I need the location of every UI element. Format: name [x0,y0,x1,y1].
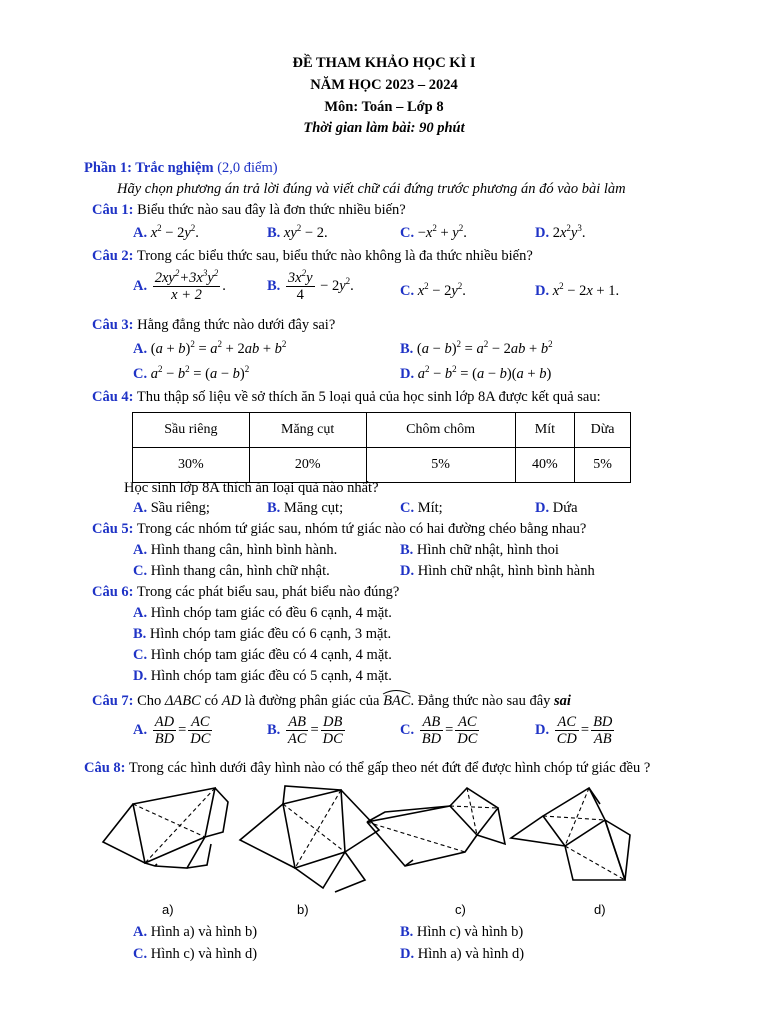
question-1 [92,202,406,219]
exam-title: ĐỀ THAM KHẢO HỌC KÌ I [292,55,476,71]
q1-option-b: B. $xy^2 - 2$. [267,223,328,241]
net-a [103,788,228,868]
table-cell: 5% [366,448,515,483]
table-cell: Chôm chôm [366,413,515,448]
question-5 [92,521,586,538]
figure-label-c: c) [455,902,466,917]
question-label: Câu 8: [84,760,126,776]
question-4 [92,389,601,406]
q4-option-d: D. Dứa [535,500,578,516]
q7-option-b: B. $\frac{AB}{AC}$ = $\frac{DB}{DC}$ [267,714,343,747]
q8-option-b: B. Hình c) và hình b) [400,924,524,940]
q2-option-d: D. $x^2 - 2x + 1$. [535,281,620,299]
q6-option-a: A. Hình chóp tam giác có đều 6 cạnh, 4 mặt. [133,605,392,621]
question-text: Trong các biểu thức sau, biểu thức nào không là đa thức nhiều biến? [136,248,533,264]
question-label: Câu 4: [92,389,134,405]
q5-option-c: C. Hình thang cân, hình chữ nhật. [133,563,330,579]
question-text: Thu thập số liệu về sở thích ăn 5 loại quả của học sinh lớp 8A được kết quả sau: [136,389,601,405]
table-cell: Dừa [575,413,631,448]
q8-option-d: D. Hình a) và hình d) [400,946,525,962]
q7-option-c: C. $\frac{AB}{BD}$ = $\frac{AC}{DC}$ [400,714,478,747]
q2-option-c: C. $x^2 - 2y^2$. [400,281,466,299]
table-cell: Mít [515,413,575,448]
q3-option-d: D. $a^2 - b^2 = (a - b)(a + b)$ [400,364,552,382]
table-cell: 20% [249,448,366,483]
q1-option-d: D. $2x^2y^3$. [535,223,586,241]
question-3 [92,317,335,334]
time-limit: Thời gian làm bài: 90 phút [303,120,465,136]
q1-option-c: C. $-x^2 + y^2$. [400,223,467,241]
q7-option-d: D. $\frac{AC}{CD}$ = $\frac{BD}{AB}$ [535,714,613,747]
q8-option-a: A. Hình a) và hình b) [133,924,258,940]
q5-option-d: D. Hình chữ nhật, hình bình hành [400,563,595,579]
net-b [240,786,379,892]
q5-option-b: B. Hình chữ nhật, hình thoi [400,542,559,558]
q4-option-a: A. Sầu riêng; [133,500,210,516]
q3-option-c: C. $a^2 - b^2 = (a - b)^2$ [133,364,250,382]
q4-option-c: C. Mít; [400,500,443,516]
question-text: Trong các phát biểu sau, phát biểu nào đúng? [136,584,400,600]
question-text: Biểu thức nào sau đây là đơn thức nhiều biến? [137,202,406,218]
question-text: Trong các hình dưới đây hình nào có thể gấp theo nét đứt để được hình chóp tứ giác đều ? [128,760,651,776]
pyramid-nets-figure [95,780,655,925]
net-d [511,788,630,880]
q5-option-a: A. Hình thang cân, hình bình hành. [133,542,338,558]
subject: Môn: Toán – Lớp 8 [324,99,444,115]
q2-option-a: A. $\frac{2xy^2+3x^3y^2}{x + 2}$ . [133,268,226,303]
question-text: Hằng đẳng thức nào dưới đây sai? [137,317,336,333]
net-c [367,788,505,866]
q1-option-a: A. $x^2 - 2y^2$. [133,223,199,241]
q6-option-b: B. Hình chóp tam giác đều có 6 cạnh, 3 mặt. [133,626,392,642]
question-label: Câu 2: [92,248,134,264]
figure-label-a: a) [162,902,174,917]
part1-points: (2,0 điểm) [217,160,278,176]
question-7: Câu 7: Cho ΔABC có AD là đường phân giác của BAC . Đẳng thức nào sau đây sai [92,693,571,710]
q4-subquestion: Học sinh lớp 8A thích ăn loại quả nào nhất? [124,480,379,496]
question-label: Câu 3: [92,317,134,333]
school-year: NĂM HỌC 2023 – 2024 [310,77,458,93]
figure-label-d: d) [594,902,606,917]
question-6 [92,584,399,601]
table-cell: Măng cụt [249,413,366,448]
question-text: Trong các nhóm tứ giác sau, nhóm tứ giác nào có hai đường chéo bằng nhau? [136,521,587,537]
table-header-row [133,413,631,448]
fruit-preference-table [132,412,631,483]
figure-label-b: b) [297,902,309,917]
q7-option-a: A. $\frac{AD}{BD}$ = $\frac{AC}{DC}$ [133,714,211,747]
q6-option-c: C. Hình chóp tam giác đều có 4 cạnh, 4 mặt. [133,647,392,663]
q2-option-b: B. $\frac{3x^2y}{4}$ − $2y^2$. [267,268,354,303]
question-label: Câu 1: [92,202,134,218]
part1-instruction: Hãy chọn phương án trả lời đúng và viết chữ cái đứng trước phương án đó vào bài làm [117,181,626,197]
table-cell: 40% [515,448,575,483]
table-row [133,448,631,483]
q3-option-b: B. $(a - b)^2 = a^2 - 2ab + b^2$ [400,339,553,357]
question-label: Câu 5: [92,521,134,537]
table-cell: Sầu riêng [133,413,250,448]
table-cell: 30% [133,448,250,483]
question-label: Câu 7: [92,693,134,709]
table-cell: 5% [575,448,631,483]
question-8 [84,760,650,777]
part1-heading [84,160,278,177]
q3-option-a: A. $(a + b)^2 = a^2 + 2ab + b^2$ [133,339,287,357]
question-2 [92,248,533,265]
q4-option-b: B. Măng cụt; [267,500,344,516]
part1-label: Phần 1: Trắc nghiệm [84,160,214,176]
question-label: Câu 6: [92,584,134,600]
q6-option-d: D. Hình chóp tam giác đều có 5 cạnh, 4 mặt. [133,668,392,684]
q8-option-c: C. Hình c) và hình d) [133,946,258,962]
